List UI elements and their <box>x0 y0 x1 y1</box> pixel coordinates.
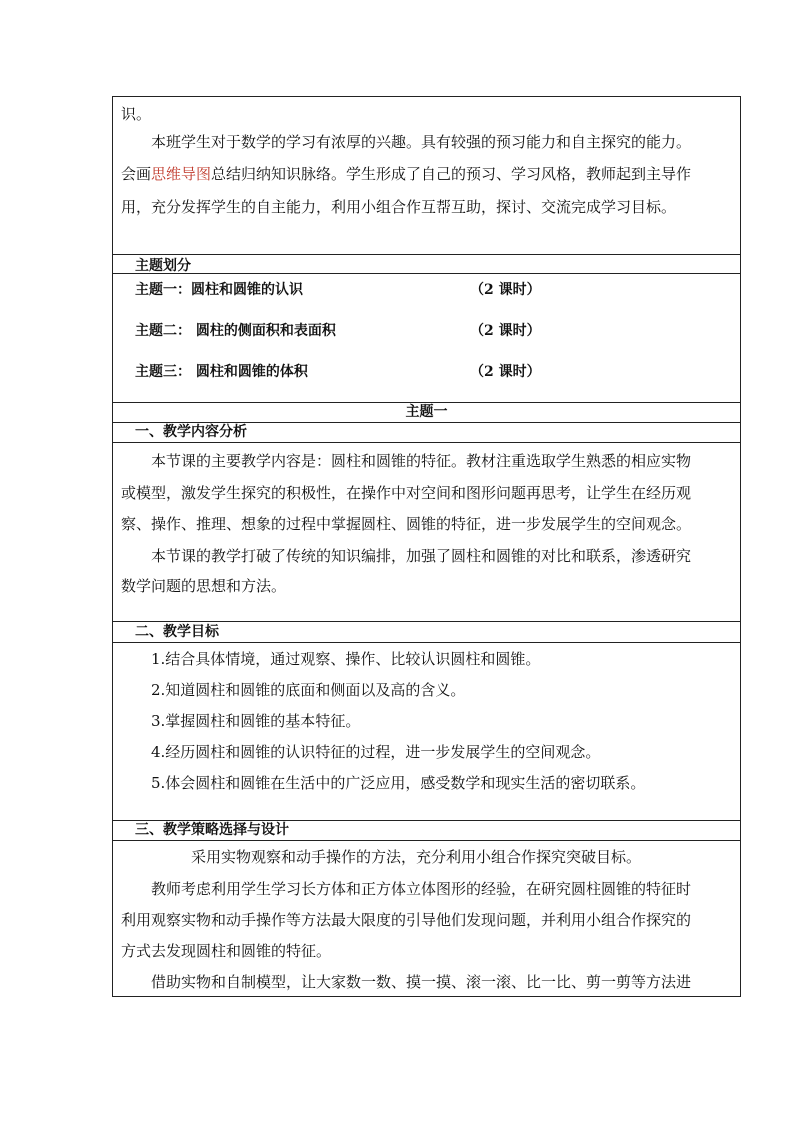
theme-name: 主题三： 圆柱和圆锥的体积 <box>135 364 308 380</box>
strategy-heading: 三、教学策略选择与设计 <box>135 822 289 838</box>
intro-line-2-post: 总结归纳知识脉络。学生形成了自己的预习、学习风格，教师起到主导作 <box>211 165 692 183</box>
theme-hours: （2 课时） <box>470 364 541 380</box>
goal-item: 1.结合具体情境，通过观察、操作、比较认识圆柱和圆锥。 <box>151 650 541 668</box>
intro-line-1: 本班学生对于数学的学习有浓厚的兴趣。具有较强的预习能力和自主探究的能力。 <box>151 133 692 151</box>
goals-heading: 二、教学目标 <box>135 624 219 640</box>
content-line: 本节课的教学打破了传统的知识编排，加强了圆柱和圆锥的对比和联系，渗透研究 <box>151 547 692 565</box>
theme-hours: （2 课时） <box>470 323 541 339</box>
row-divider <box>113 422 740 423</box>
strategy-line: 借助实物和自制模型，让大家数一数、摸一摸、滚一滚、比一比、剪一剪等方法进 <box>151 973 692 991</box>
content-line: 或模型，激发学生探究的积极性，在操作中对空间和图形问题再思考，让学生在经历观 <box>121 484 692 502</box>
goal-item: 3.掌握圆柱和圆锥的基本特征。 <box>151 712 361 730</box>
goal-item: 4.经历圆柱和圆锥的认识特征的过程，进一步发展学生的空间观念。 <box>151 743 601 761</box>
themes-heading: 主题划分 <box>135 258 191 274</box>
theme-name: 主题二： 圆柱的侧面积和表面积 <box>135 323 336 339</box>
content-heading: 一、教学内容分析 <box>135 424 247 440</box>
mind-map-link[interactable]: 思维导图 <box>151 165 212 183</box>
goal-item: 5.体会圆柱和圆锥在生活中的广泛应用，感受数学和现实生活的密切联系。 <box>151 774 646 792</box>
topic1-title: 主题一 <box>405 404 448 420</box>
content-line: 察、操作、推理、想象的过程中掌握圆柱、圆锥的特征，进一步发展学生的空间观念。 <box>121 515 692 533</box>
intro-line-2 <box>121 167 734 182</box>
content-line: 数学问题的思想和方法。 <box>121 577 287 595</box>
row-divider <box>113 820 740 821</box>
theme-name: 主题一：圆柱和圆锥的认识 <box>135 282 303 298</box>
row-divider <box>113 442 740 443</box>
lesson-plan-table <box>112 96 741 997</box>
strategy-line: 利用观察实物和动手操作等方法最大限度的引导他们发现问题，并利用小组合作探究的 <box>121 911 692 929</box>
row-divider <box>113 621 740 622</box>
row-divider <box>113 273 740 274</box>
strategy-line: 教师考虑利用学生学习长方体和正方体立体图形的经验，在研究圆柱圆锥的特征时 <box>151 880 692 898</box>
row-divider <box>113 642 740 643</box>
row-divider <box>113 254 740 255</box>
content-line: 本节课的主要教学内容是：圆柱和圆锥的特征。教材注重选取学生熟悉的相应实物 <box>151 452 692 470</box>
row-divider <box>113 402 740 403</box>
theme-hours: （2 课时） <box>470 282 541 298</box>
strategy-line: 采用实物观察和动手操作的方法，充分利用小组合作探究突破目标。 <box>191 848 642 866</box>
goal-item: 2.知道圆柱和圆锥的底面和侧面以及高的含义。 <box>151 681 466 699</box>
intro-line-3: 用，充分发挥学生的自主能力，利用小组合作互帮互助，探讨、交流完成学习目标。 <box>121 198 677 216</box>
row-divider <box>113 840 740 841</box>
strategy-line: 方式去发现圆柱和圆锥的特征。 <box>121 942 332 960</box>
intro-line-2-pre: 会画 <box>121 165 152 183</box>
intro-line-0: 识。 <box>121 105 152 123</box>
